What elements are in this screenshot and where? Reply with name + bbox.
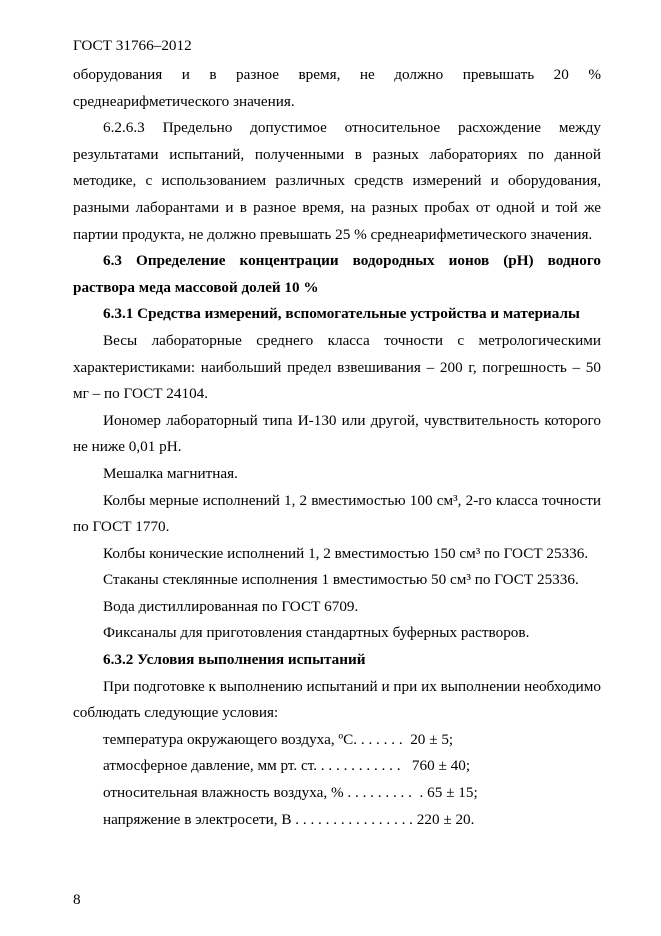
paragraph-distilled-water: Вода дистиллированная по ГОСТ 6709. bbox=[103, 597, 359, 615]
page-number: 8 bbox=[73, 891, 81, 908]
document-body bbox=[73, 62, 601, 833]
paragraph-conditions-intro: При подготовке к выполнению испытаний и при их выполнении необходимо соблюдать следующие условия: bbox=[73, 677, 601, 722]
section-heading-6-3: 6.3 Определение концентрации водородных ионов (рН) водного раствора меда массовой долей 10 % bbox=[73, 252, 601, 296]
condition-pressure: атмосферное давление, мм рт. ст. . . . . . . . . . . . 760 ± 40; bbox=[103, 757, 471, 775]
subsection-heading-6-3-2: 6.3.2 Условия выполнения испытаний bbox=[103, 651, 366, 669]
paragraph-scales: Весы лабораторные среднего класса точности с метрологическими характеристиками: наибольший предел взвешивания – 200 г, погрешность – 50 мг – по ГОСТ 24104. bbox=[73, 331, 601, 403]
paragraph-stirrer: Мешалка магнитная. bbox=[103, 464, 238, 482]
paragraph-ionomer: Иономер лабораторный типа И-130 или другой, чувствительность которого не ниже 0,01 рН. bbox=[73, 411, 601, 456]
paragraph-6-2-6-3: 6.2.6.3 Предельно допустимое относительное расхождение между результатами испытаний, полученными в разных лабораториях по данной методике, с использованием различных средств измерений и оборудования, разными лаборантами и в разное время, на разных пробах от одной и той же партии продукта, не должно превышать 25 % среднеарифметического значения. bbox=[73, 119, 601, 243]
subsection-heading-6-3-1: 6.3.1 Средства измерений, вспомогательные устройства и материалы bbox=[103, 305, 580, 323]
paragraph-conical-flasks: Колбы конические исполнений 1, 2 вместимостью 150 см³ по ГОСТ 25336. bbox=[103, 544, 589, 562]
paragraph-fixanals: Фиксаналы для приготовления стандартных буферных растворов. bbox=[103, 624, 530, 642]
condition-temperature: температура окружающего воздуха, ºС. . . . . . . 20 ± 5; bbox=[103, 730, 454, 748]
document-header: ГОСТ 31766–2012 bbox=[73, 37, 192, 54]
paragraph-volumetric-flasks: Колбы мерные исполнений 1, 2 вместимостью 100 см³, 2-го класса точности по ГОСТ 1770. bbox=[73, 491, 601, 536]
paragraph-continuation: оборудования и в разное время, не должно превышать 20 % среднеарифметического значения. bbox=[73, 66, 601, 110]
condition-voltage: напряжение в электросети, В . . . . . . . . . . . . . . . . 220 ± 20. bbox=[103, 810, 475, 828]
condition-humidity: относительная влажность воздуха, % . . . . . . . . . . 65 ± 15; bbox=[103, 784, 478, 802]
paragraph-glass-beakers: Стаканы стеклянные исполнения 1 вместимостью 50 см³ по ГОСТ 25336. bbox=[103, 571, 579, 589]
